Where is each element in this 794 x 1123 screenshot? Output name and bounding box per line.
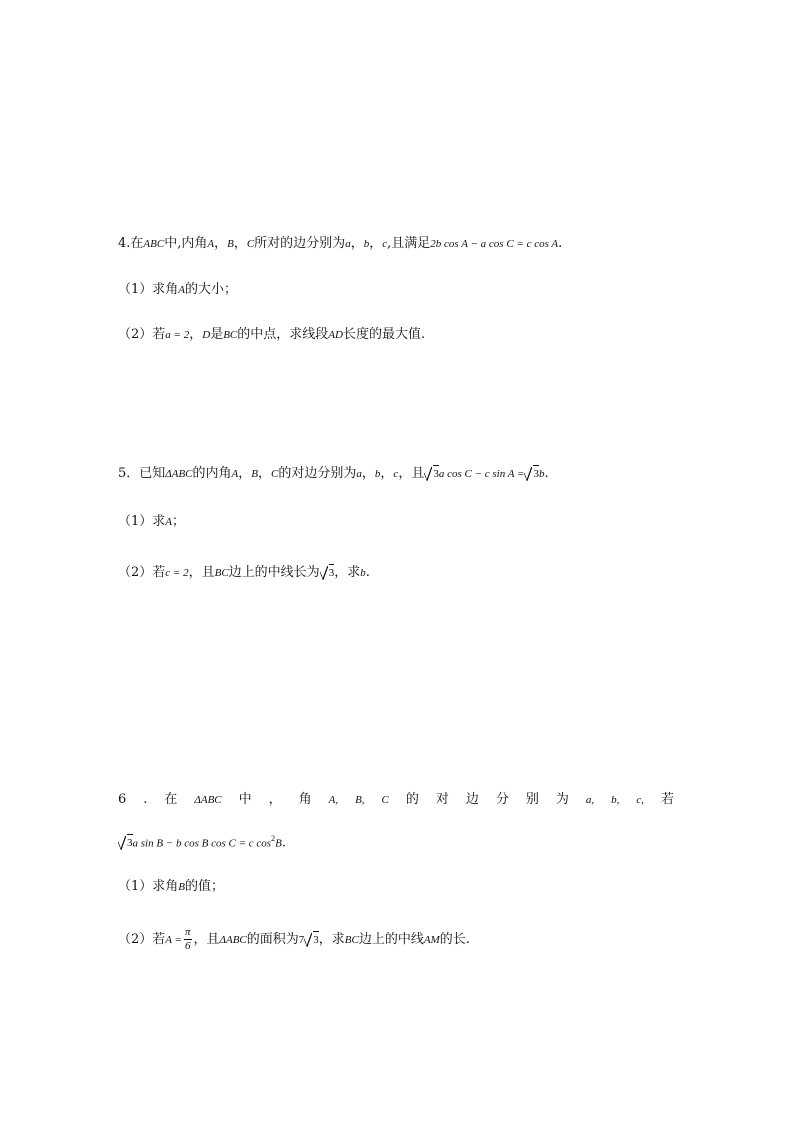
radicand: 3 [433,465,439,481]
math-var: AM [423,934,440,946]
text-char: 若 [660,792,674,807]
math-var: C [381,794,389,806]
math-equation: a = 2 [165,329,190,341]
math-equation: 2b cos A − a cos C = c cos A [430,238,559,250]
text-segment: （1）求 [118,514,166,529]
math-var: b [374,468,381,480]
sqrt-symbol [304,930,319,950]
punct: ； [172,514,186,529]
math-var: c, [636,794,644,806]
text-segment: （2）若 [118,327,166,342]
math-var: c [393,468,399,480]
math-var: b, [611,794,620,806]
math-equation: A = [165,934,182,946]
math-var: A, [328,794,339,806]
math-var: A [165,516,173,528]
problem-4-number: 4.在 [118,236,144,251]
problem-5-stem [118,464,549,484]
punct: ， [380,466,394,481]
text-segment: 边上的中线 [358,932,424,947]
math-var: D [202,329,211,341]
punct: . [143,792,148,807]
punct: ， [350,236,364,251]
sqrt-symbol [118,833,133,853]
punct: ， [369,236,383,251]
text-segment: ，求 [334,565,361,580]
text-segment: ，且 [193,932,220,947]
math-var: BC [344,934,359,946]
text-char: 中 [238,792,252,807]
punct: ， [238,466,252,481]
text-segment: 长度的最大值. [342,327,426,342]
text-segment: 的值； [185,879,225,894]
math-number: 7 [298,934,305,946]
text-segment: （2）若 [118,565,166,580]
punct: . [558,236,563,251]
text-segment: （1）求角 [118,879,179,894]
radicand: 3 [329,564,335,580]
punct: . [281,835,286,851]
problem-4-stem [118,234,562,254]
text-segment: 所对的边分别为 [254,236,346,251]
math-var: a [345,238,351,250]
math-var: B [178,881,186,893]
radicand: 3 [533,465,539,481]
radicand: 3 [127,834,133,850]
math-var: b [363,238,370,250]
math-var: a [356,468,362,480]
text-segment: 中,内角 [164,236,208,251]
text-segment: 的内角 [192,466,232,481]
punct: ， [214,236,228,251]
text-segment: 的面积为 [246,932,299,947]
math-var: b [538,468,545,480]
text-segment: 边上的中线长为 [228,565,320,580]
math-equation: a sin B − b cos B cos C = c cos [132,837,272,850]
text-segment: ，且 [188,565,215,580]
math-equation: a cos C − c sin A = [438,468,525,480]
text-segment: ，且 [398,466,425,481]
math-var: c [382,238,388,250]
problem-6-stem-line2 [118,829,286,853]
text-char: 对 [435,792,449,807]
math-var: ABC [143,238,165,250]
sqrt-symbol [424,464,439,484]
text-segment: 的大小； [185,282,238,297]
problem-6-stem [118,790,674,810]
problem-5-number: 5．已知 [118,466,166,481]
fraction-denominator: 6 [184,940,191,952]
sqrt-symbol [320,563,335,583]
text-char: 边 [465,792,479,807]
text-segment: ,且满足 [387,236,431,251]
problem-6-q1 [118,877,224,897]
text-segment: 的中点，求线段 [237,327,329,342]
punct: ， [361,466,375,481]
text-segment: 的对边分别为 [278,466,357,481]
math-equation: c = 2 [165,567,189,579]
math-var: A [207,238,215,250]
text-segment: （2）若 [118,932,166,947]
text-char: 分 [495,792,509,807]
math-var: A [178,284,186,296]
problem-4-q2 [118,325,425,345]
text-segment: ，求 [318,932,345,947]
text-char: 角 [298,792,312,807]
math-var: C [271,468,279,480]
math-var: BC [223,329,238,341]
text-char: 为 [555,792,569,807]
math-var: A [231,468,239,480]
punct: . [365,565,370,580]
math-var: B, [355,794,365,806]
text-char: 的 [405,792,419,807]
math-var: ΔABC [194,794,222,806]
text-char: 别 [525,792,539,807]
punct: ， [189,327,203,342]
math-var: B [251,468,259,480]
text-char: 在 [164,792,178,807]
math-var: B [275,837,282,850]
math-var: AD [328,329,343,341]
fraction-pi-over-6 [184,926,192,953]
math-var: C [246,238,255,250]
math-var: ΔABC [165,468,193,480]
math-var: a, [585,794,595,806]
exponent: 2 [271,834,276,843]
problem-5-q2 [118,563,370,583]
problem-5-q1 [118,512,185,532]
punct: ， [258,466,272,481]
text-segment: 是 [210,327,224,342]
math-var: b [360,567,366,579]
problem-6-number: 6 [118,792,127,807]
punct: . [544,466,549,481]
punct: ， [233,236,247,251]
radicand: 3 [313,931,319,947]
text-segment: 的长. [439,932,470,947]
text-segment: （1）求角 [118,282,179,297]
fraction-numerator: π [184,926,191,938]
punct: ， [268,792,282,807]
problem-4-q1 [118,280,237,300]
math-var: ΔABC [219,934,247,946]
problem-6-q2 [118,926,470,953]
sqrt-symbol [524,464,539,484]
math-var: BC [214,567,229,579]
math-var: B [227,238,234,250]
